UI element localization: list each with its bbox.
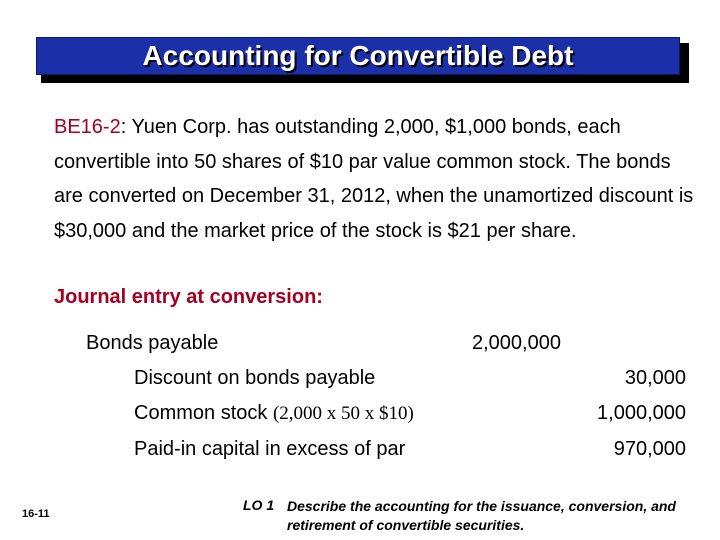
entry-common-stock-note: (2,000 x 50 x $10) bbox=[272, 403, 414, 424]
problem-code: BE16-2 bbox=[54, 116, 121, 138]
title-banner bbox=[36, 37, 680, 75]
entry-bonds-payable-account: Bonds payable bbox=[86, 332, 219, 354]
problem-statement bbox=[54, 110, 704, 248]
entry-discount-account: Discount on bonds payable bbox=[134, 367, 376, 389]
learning-objective-label: LO 1 bbox=[243, 497, 275, 513]
entry-paid-in-capital-credit: 970,000 bbox=[613, 438, 686, 460]
entry-bonds-payable-debit: 2,000,000 bbox=[472, 332, 561, 354]
journal-heading: Journal entry at conversion: bbox=[54, 286, 323, 308]
entry-common-stock-account: Common stock bbox=[134, 402, 268, 424]
problem-text: : Yuen Corp. has outstanding 2,000, $1,000 bonds, each convertible into 50 shares of $10 par value common stock. The bonds are converted on December 31, 2012, when the unamortized discount is $30,000 and the market price of the stock is $21 per share. bbox=[54, 116, 694, 242]
entry-common-stock-credit: 1,000,000 bbox=[597, 402, 686, 424]
slide-number: 16-11 bbox=[22, 508, 50, 520]
entry-common-stock bbox=[134, 402, 414, 425]
learning-objective-text: Describe the accounting for the issuance, conversion, and retirement of convertible securities. bbox=[287, 498, 676, 533]
slide-title: Accounting for Convertible Debt bbox=[142, 40, 574, 71]
entry-paid-in-capital-account: Paid-in capital in excess of par bbox=[134, 438, 406, 460]
entry-discount-credit: 30,000 bbox=[624, 367, 686, 389]
